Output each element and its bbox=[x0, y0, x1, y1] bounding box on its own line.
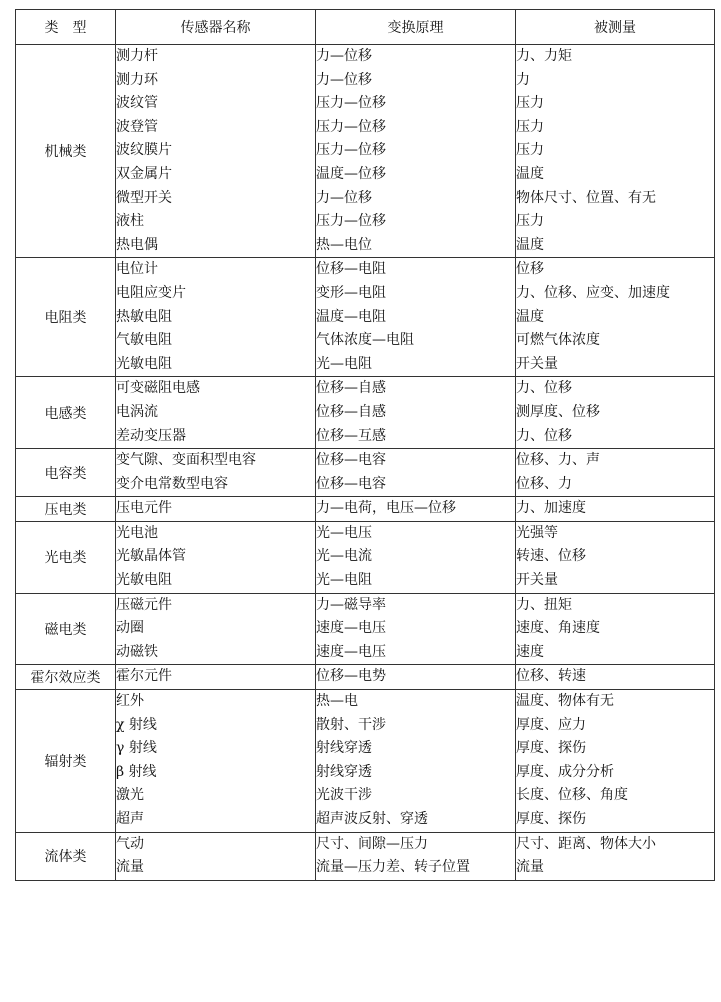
principle-item: 位移—自感 bbox=[316, 403, 386, 420]
principle-item: 压力—位移 bbox=[316, 142, 386, 159]
measured-cell bbox=[516, 449, 715, 497]
measured-item: 可燃气体浓度 bbox=[516, 332, 600, 349]
header-measured: 被测量 bbox=[516, 10, 715, 45]
sensor-name-item: γ 射线 bbox=[116, 740, 157, 757]
sensor-name-item: 光敏晶体管 bbox=[116, 548, 186, 565]
sensor-name-cell bbox=[116, 665, 316, 690]
principle-item: 射线穿透 bbox=[316, 740, 372, 757]
principle-cell bbox=[316, 497, 516, 522]
sensor-name-item: 微型开关 bbox=[116, 189, 172, 206]
sensor-name-item: 光敏电阻 bbox=[116, 572, 172, 589]
principle-item: 速度—电压 bbox=[316, 620, 386, 637]
measured-item: 物体尺寸、位置、有无 bbox=[516, 189, 656, 206]
sensor-name-cell bbox=[116, 497, 316, 522]
category-cell: 霍尔效应类 bbox=[16, 665, 116, 690]
measured-item: 位移、力 bbox=[516, 475, 572, 492]
principle-item: 光—电压 bbox=[316, 524, 372, 541]
header-principle: 变换原理 bbox=[316, 10, 516, 45]
measured-item: 力、位移 bbox=[516, 427, 572, 444]
measured-item: 压力 bbox=[516, 118, 544, 135]
category-cell: 辐射类 bbox=[16, 690, 116, 833]
principle-item: 位移—电容 bbox=[316, 475, 386, 492]
principle-item: 尺寸、间隙—压力 bbox=[316, 835, 428, 852]
sensor-name-item: 激光 bbox=[116, 787, 144, 804]
measured-item: 力、力矩 bbox=[516, 48, 572, 64]
category-cell: 光电类 bbox=[16, 521, 116, 593]
principle-item: 射线穿透 bbox=[316, 763, 372, 780]
sensor-name-item: 流量 bbox=[116, 859, 144, 876]
principle-cell bbox=[316, 690, 516, 833]
sensor-name-item: 气动 bbox=[116, 835, 144, 852]
measured-item: 流量 bbox=[516, 859, 544, 876]
measured-item: 压力 bbox=[516, 142, 544, 159]
principle-cell bbox=[316, 258, 516, 377]
measured-item: 测厚度、位移 bbox=[516, 403, 600, 420]
sensor-name-item: 液柱 bbox=[116, 213, 144, 230]
measured-cell bbox=[516, 377, 715, 449]
measured-item: 速度 bbox=[516, 643, 544, 660]
category-cell: 压电类 bbox=[16, 497, 116, 522]
principle-item: 超声波反射、穿透 bbox=[316, 811, 428, 827]
measured-item: 压力 bbox=[516, 213, 544, 230]
category-cell: 电容类 bbox=[16, 449, 116, 497]
sensor-name-cell bbox=[116, 593, 316, 665]
principle-cell bbox=[316, 593, 516, 665]
principle-item: 力—位移 bbox=[316, 48, 372, 64]
sensor-name-item: 波纹膜片 bbox=[116, 142, 172, 159]
header-sensor-name: 传感器名称 bbox=[116, 10, 316, 45]
sensor-name-item: 动磁铁 bbox=[116, 643, 158, 660]
sensor-name-item: 电阻应变片 bbox=[116, 284, 186, 301]
measured-item: 开关量 bbox=[516, 572, 558, 589]
category-cell: 机械类 bbox=[16, 45, 116, 258]
principle-cell bbox=[316, 665, 516, 690]
sensor-name-item: 红外 bbox=[116, 693, 144, 710]
table-body bbox=[16, 45, 715, 881]
sensor-name-item: 波纹管 bbox=[116, 95, 158, 112]
principle-item: 变形—电阻 bbox=[316, 284, 386, 301]
category-cell: 电阻类 bbox=[16, 258, 116, 377]
principle-item: 力—位移 bbox=[316, 71, 372, 88]
principle-item: 温度—电阻 bbox=[316, 308, 386, 325]
principle-item: 热—电 bbox=[316, 693, 358, 710]
sensor-name-item: χ 射线 bbox=[116, 716, 157, 733]
measured-item: 厚度、成分分析 bbox=[516, 763, 614, 780]
sensor-name-item: β 射线 bbox=[116, 763, 157, 780]
principle-item: 光—电阻 bbox=[316, 572, 372, 589]
principle-item: 热—电位 bbox=[316, 236, 372, 253]
measured-item: 力、加速度 bbox=[516, 500, 586, 517]
sensor-name-item: 动圈 bbox=[116, 620, 144, 637]
measured-item: 开关量 bbox=[516, 355, 558, 372]
measured-item: 长度、位移、角度 bbox=[516, 787, 628, 804]
sensor-name-item: 压电元件 bbox=[116, 500, 172, 517]
measured-item: 压力 bbox=[516, 95, 544, 112]
measured-item: 尺寸、距离、物体大小 bbox=[516, 835, 656, 852]
sensor-name-item: 测力杆 bbox=[116, 48, 158, 64]
header-row bbox=[16, 10, 715, 45]
measured-cell bbox=[516, 521, 715, 593]
sensor-name-item: 热电偶 bbox=[116, 236, 158, 253]
sensor-name-cell bbox=[116, 521, 316, 593]
sensor-name-item: 波登管 bbox=[116, 118, 158, 135]
measured-item: 力 bbox=[516, 71, 530, 88]
measured-item: 力、位移 bbox=[516, 380, 572, 397]
table-row bbox=[16, 497, 715, 522]
measured-item: 速度、角速度 bbox=[516, 620, 600, 637]
principle-cell bbox=[316, 377, 516, 449]
sensor-name-item: 热敏电阻 bbox=[116, 308, 172, 325]
table-row bbox=[16, 593, 715, 665]
table-row bbox=[16, 665, 715, 690]
sensor-name-item: 变介电常数型电容 bbox=[116, 475, 228, 492]
sensor-name-item: 超声 bbox=[116, 811, 144, 827]
principle-item: 气体浓度—电阻 bbox=[316, 332, 414, 349]
principle-item: 位移—互感 bbox=[316, 427, 386, 444]
principle-cell bbox=[316, 449, 516, 497]
category-cell: 磁电类 bbox=[16, 593, 116, 665]
principle-item: 压力—位移 bbox=[316, 213, 386, 230]
measured-item: 位移 bbox=[516, 261, 544, 278]
principle-item: 温度—位移 bbox=[316, 165, 386, 182]
principle-item: 光—电阻 bbox=[316, 355, 372, 372]
principle-item: 位移—自感 bbox=[316, 380, 386, 397]
measured-item: 温度、物体有无 bbox=[516, 693, 614, 710]
sensor-name-item: 霍尔元件 bbox=[116, 668, 172, 685]
measured-cell bbox=[516, 832, 715, 880]
principle-item: 力—电荷，电压—位移 bbox=[316, 500, 456, 517]
principle-item: 位移—电势 bbox=[316, 668, 386, 685]
table-row bbox=[16, 690, 715, 833]
measured-item: 位移、力、声 bbox=[516, 452, 600, 469]
sensor-name-item: 电涡流 bbox=[116, 403, 158, 420]
table-header bbox=[16, 10, 715, 45]
sensor-name-item: 光敏电阻 bbox=[116, 355, 172, 372]
principle-item: 力—位移 bbox=[316, 189, 372, 206]
principle-item: 压力—位移 bbox=[316, 118, 386, 135]
sensor-name-cell bbox=[116, 832, 316, 880]
measured-item: 力、位移、应变、加速度 bbox=[516, 284, 670, 301]
measured-item: 光强等 bbox=[516, 524, 558, 541]
measured-cell bbox=[516, 593, 715, 665]
measured-item: 温度 bbox=[516, 308, 544, 325]
principle-item: 流量—压力差、转子位置 bbox=[316, 859, 470, 876]
principle-cell bbox=[316, 521, 516, 593]
sensor-name-cell bbox=[116, 45, 316, 258]
principle-item: 位移—电阻 bbox=[316, 261, 386, 278]
measured-item: 厚度、应力 bbox=[516, 716, 586, 733]
table-row bbox=[16, 521, 715, 593]
sensor-name-item: 差动变压器 bbox=[116, 427, 186, 444]
measured-item: 温度 bbox=[516, 236, 544, 253]
measured-cell bbox=[516, 45, 715, 258]
measured-item: 厚度、探伤 bbox=[516, 811, 586, 827]
principle-item: 力—磁导率 bbox=[316, 596, 386, 613]
principle-item: 压力—位移 bbox=[316, 95, 386, 112]
principle-cell bbox=[316, 832, 516, 880]
principle-item: 位移—电容 bbox=[316, 452, 386, 469]
header-type: 类 型 bbox=[16, 10, 116, 45]
sensor-name-item: 测力环 bbox=[116, 71, 158, 88]
table-row bbox=[16, 377, 715, 449]
sensor-name-item: 压磁元件 bbox=[116, 596, 172, 613]
measured-item: 转速、位移 bbox=[516, 548, 586, 565]
measured-cell bbox=[516, 665, 715, 690]
sensor-name-item: 气敏电阻 bbox=[116, 332, 172, 349]
category-cell: 流体类 bbox=[16, 832, 116, 880]
measured-cell bbox=[516, 258, 715, 377]
measured-cell bbox=[516, 690, 715, 833]
sensor-name-item: 电位计 bbox=[116, 261, 158, 278]
category-cell: 电感类 bbox=[16, 377, 116, 449]
measured-item: 厚度、探伤 bbox=[516, 740, 586, 757]
measured-item: 力、扭矩 bbox=[516, 596, 572, 613]
measured-item: 位移、转速 bbox=[516, 668, 586, 685]
measured-item: 温度 bbox=[516, 165, 544, 182]
principle-item: 光—电流 bbox=[316, 548, 372, 565]
table-row bbox=[16, 832, 715, 880]
measured-cell bbox=[516, 497, 715, 522]
principle-item: 散射、干涉 bbox=[316, 716, 386, 733]
sensor-name-cell bbox=[116, 258, 316, 377]
sensor-name-item: 双金属片 bbox=[116, 165, 172, 182]
table-row bbox=[16, 45, 715, 258]
principle-item: 光波干涉 bbox=[316, 787, 372, 804]
table-row bbox=[16, 449, 715, 497]
sensor-name-item: 光电池 bbox=[116, 524, 158, 541]
table-row bbox=[16, 258, 715, 377]
sensor-name-item: 可变磁阻电感 bbox=[116, 380, 200, 397]
sensor-name-item: 变气隙、变面积型电容 bbox=[116, 452, 256, 469]
principle-cell bbox=[316, 45, 516, 258]
sensor-name-cell bbox=[116, 449, 316, 497]
sensor-name-cell bbox=[116, 377, 316, 449]
sensor-name-cell bbox=[116, 690, 316, 833]
sensor-classification-table bbox=[15, 9, 715, 881]
principle-item: 速度—电压 bbox=[316, 643, 386, 660]
